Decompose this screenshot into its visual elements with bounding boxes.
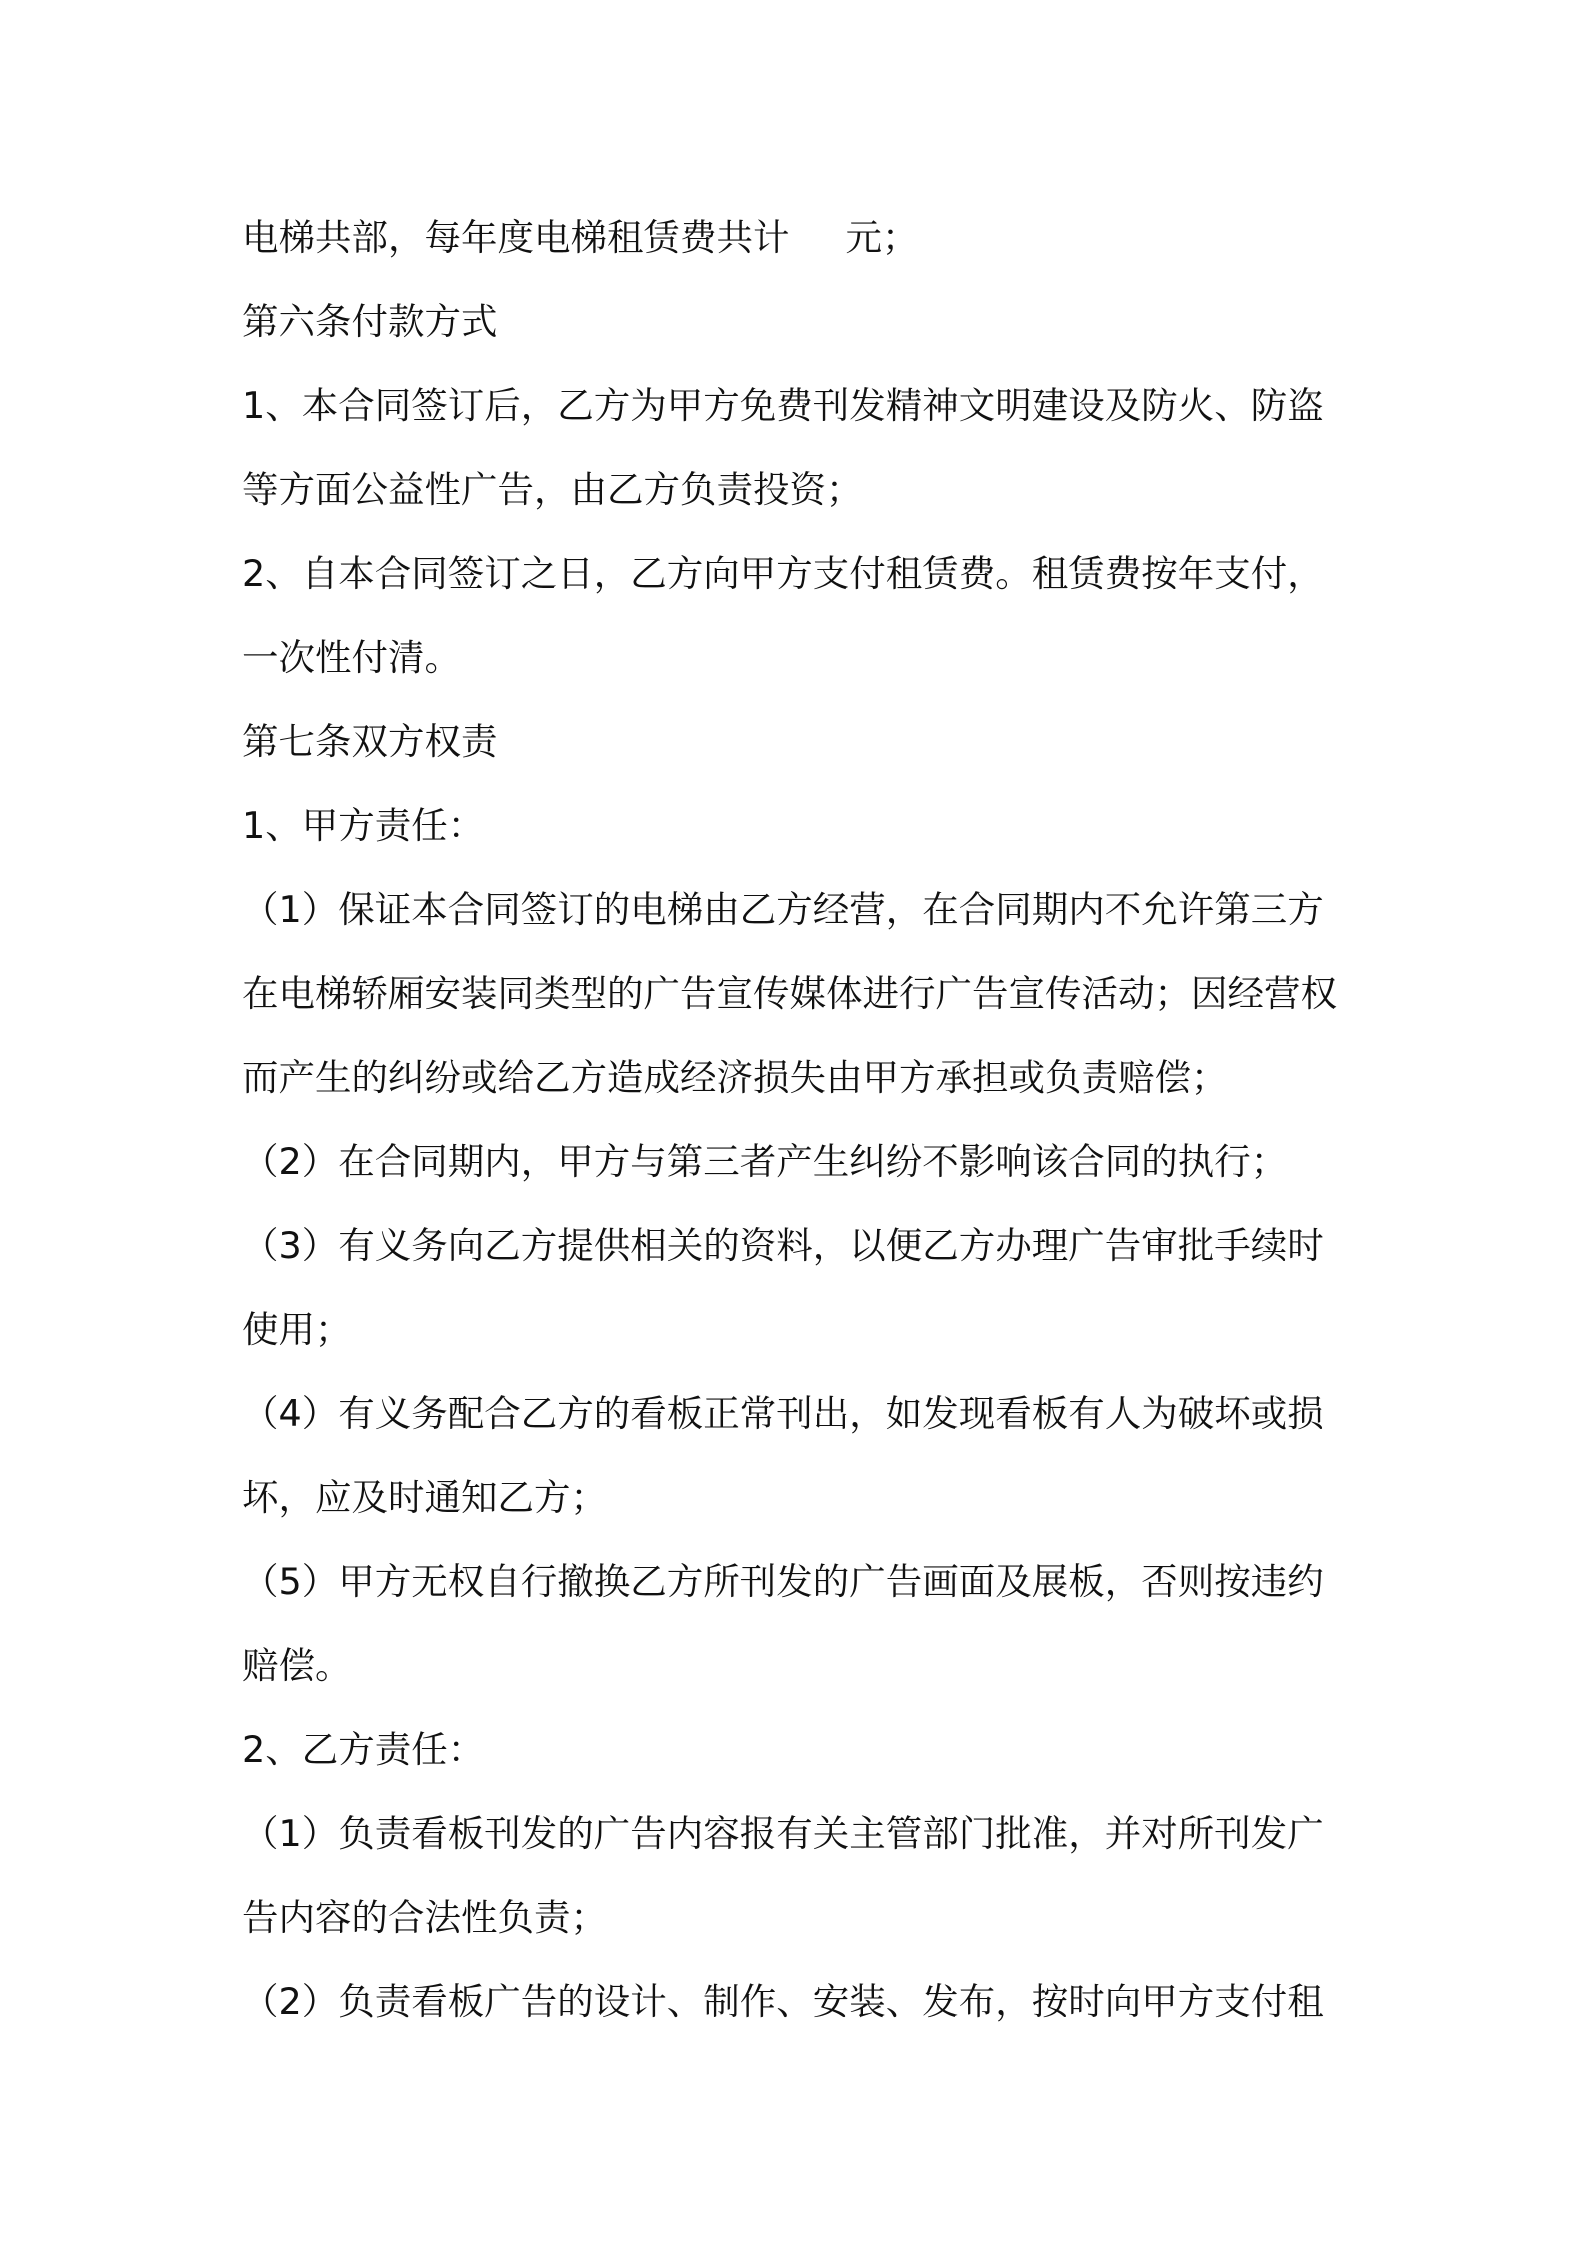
text-line: 2、自本合同签订之日，乙方向甲方支付租赁费。租赁费按年支付， — [242, 552, 1324, 595]
text-line: 而产生的纠纷或给乙方造成经济损失由甲方承担或负责赔偿； — [242, 1056, 1228, 1099]
section-heading-payment: 第六条付款方式 — [242, 300, 498, 343]
section-heading-rights: 第七条双方权责 — [242, 720, 498, 763]
text-line: （5）甲方无权自行撤换乙方所刊发的广告画面及展板，否则按违约 — [242, 1560, 1324, 1603]
subheading-party-a: 1、甲方责任： — [242, 804, 485, 847]
text-line: （2）负责看板广告的设计、制作、安装、发布，按时向甲方支付租 — [242, 1980, 1324, 2023]
text-line: 一次性付清。 — [242, 636, 461, 679]
text-line: （1）保证本合同签订的电梯由乙方经营，在合同期内不允许第三方 — [242, 888, 1324, 931]
text-line: （2）在合同期内，甲方与第三者产生纠纷不影响该合同的执行； — [242, 1140, 1288, 1183]
text-line: 告内容的合法性负责； — [242, 1896, 607, 1939]
subheading-party-b: 2、乙方责任： — [242, 1728, 485, 1771]
text-line: 等方面公益性广告，由乙方负责投资； — [242, 468, 863, 511]
document-body — [242, 196, 1352, 2044]
rent-total-label: 电梯共部，每年度电梯租赁费共计 — [242, 216, 790, 259]
text-line: （1）负责看板刊发的广告内容报有关主管部门批准，并对所刊发广 — [242, 1812, 1324, 1855]
text-line: 使用； — [242, 1308, 352, 1351]
text-line: （4）有义务配合乙方的看板正常刊出，如发现看板有人为破坏或损 — [242, 1392, 1324, 1435]
text-line: 坏，应及时通知乙方； — [242, 1476, 607, 1519]
text-line: （3）有义务向乙方提供相关的资料，以便乙方办理广告审批手续时 — [242, 1224, 1324, 1267]
text-line: 在电梯轿厢安装同类型的广告宣传媒体进行广告宣传活动；因经营权 — [242, 972, 1337, 1015]
rent-total-unit: 元； — [845, 216, 919, 259]
text-line: 赔偿。 — [242, 1644, 352, 1687]
text-line-rent-total — [242, 196, 1352, 280]
text-line: 1、本合同签订后，乙方为甲方免费刊发精神文明建设及防火、防盗 — [242, 384, 1324, 427]
